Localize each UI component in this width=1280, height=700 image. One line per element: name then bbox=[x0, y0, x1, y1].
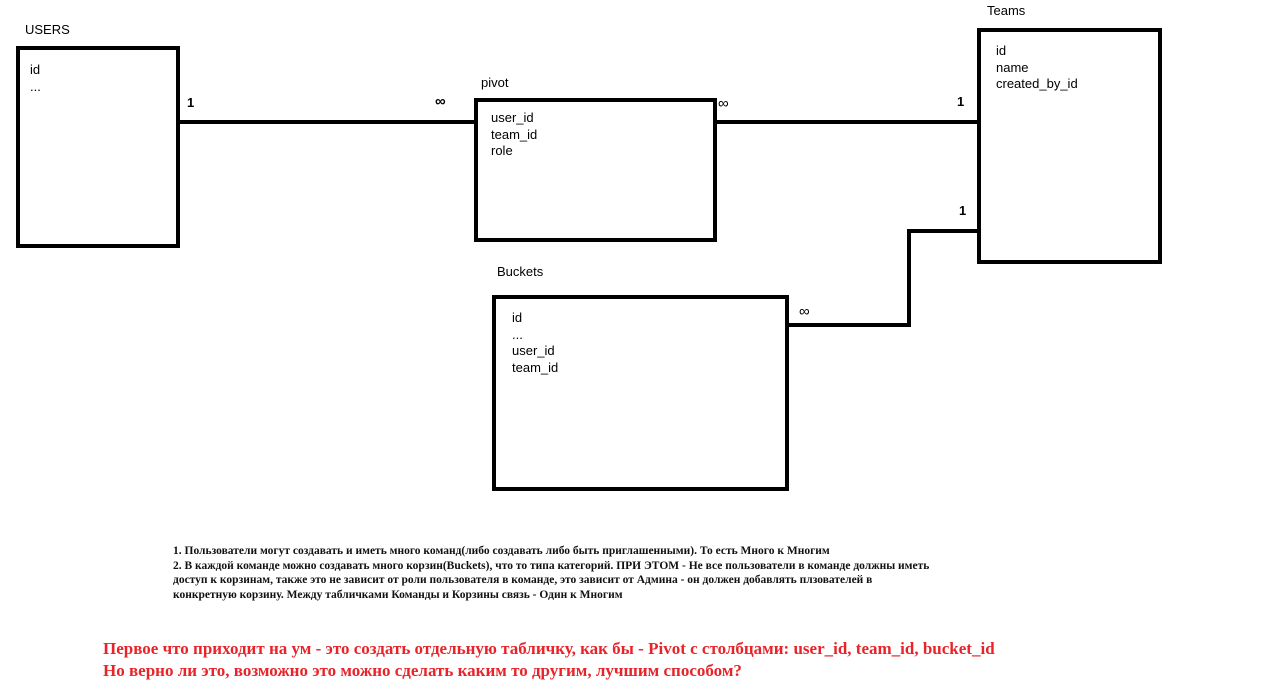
pivot-table-fields bbox=[491, 110, 537, 160]
requirements-notes bbox=[173, 544, 1073, 602]
teams-field: name bbox=[996, 59, 1029, 75]
buckets-field: user_id bbox=[512, 343, 555, 358]
note-line: 1. Пользователи могут создавать и иметь много команд(либо создавать либо быть приглашенными). То есть Много к Многим bbox=[173, 545, 830, 557]
users-field: ... bbox=[30, 78, 41, 94]
buckets-field: team_id bbox=[512, 359, 559, 375]
pivot-teams-cardinality-many: ∞ bbox=[718, 95, 729, 112]
teams-field: id bbox=[996, 43, 1007, 58]
buckets-table-fields bbox=[512, 310, 558, 376]
note-line: доступ к корзинам, также это не зависит от роли пользователя в команде, это зависит от Админа - он должен добавлять плзователей в bbox=[173, 574, 873, 587]
users-table-fields bbox=[30, 62, 41, 95]
users-pivot-cardinality-many: ∞ bbox=[435, 93, 446, 110]
users-table-title: USERS bbox=[25, 22, 70, 37]
teams-field: created_by_id bbox=[996, 76, 1078, 91]
buckets-field: ... bbox=[512, 326, 523, 342]
users-field: id bbox=[30, 62, 41, 77]
question-line-1: Первое что приходит на ум - это создать отдельную табличку, как бы - Pivot с столбцами: user_id, team_id, bucket_id bbox=[103, 639, 995, 658]
pivot-field: team_id bbox=[491, 126, 538, 142]
note-line: конкретную корзину. Между табличками Команды и Корзины связь - Один к Многим bbox=[173, 588, 623, 601]
pivot-table-title: pivot bbox=[481, 75, 509, 90]
buckets-table-title: Buckets bbox=[497, 264, 544, 279]
pivot-field: user_id bbox=[491, 110, 534, 125]
users-pivot-cardinality-one: 1 bbox=[187, 95, 195, 110]
question-line-2: Но верно ли это, возможно это можно сделать каким то другим, лучшим способом? bbox=[103, 660, 742, 680]
buckets-teams-cardinality-many: ∞ bbox=[799, 303, 810, 320]
question-text bbox=[103, 638, 1223, 681]
pivot-field: role bbox=[491, 143, 513, 158]
buckets-teams-cardinality-one: 1 bbox=[959, 203, 967, 218]
buckets-field: id bbox=[512, 310, 523, 325]
teams-table-fields bbox=[996, 43, 1078, 93]
note-line: 2. В каждой команде можно создавать много корзин(Buckets), что то типа категорий. ПРИ ЭТОМ - Не все пользователи в команде должны иметь bbox=[173, 559, 930, 572]
pivot-teams-cardinality-one: 1 bbox=[957, 94, 965, 109]
buckets-teams-line bbox=[787, 231, 979, 325]
teams-table-title: Teams bbox=[987, 3, 1026, 18]
